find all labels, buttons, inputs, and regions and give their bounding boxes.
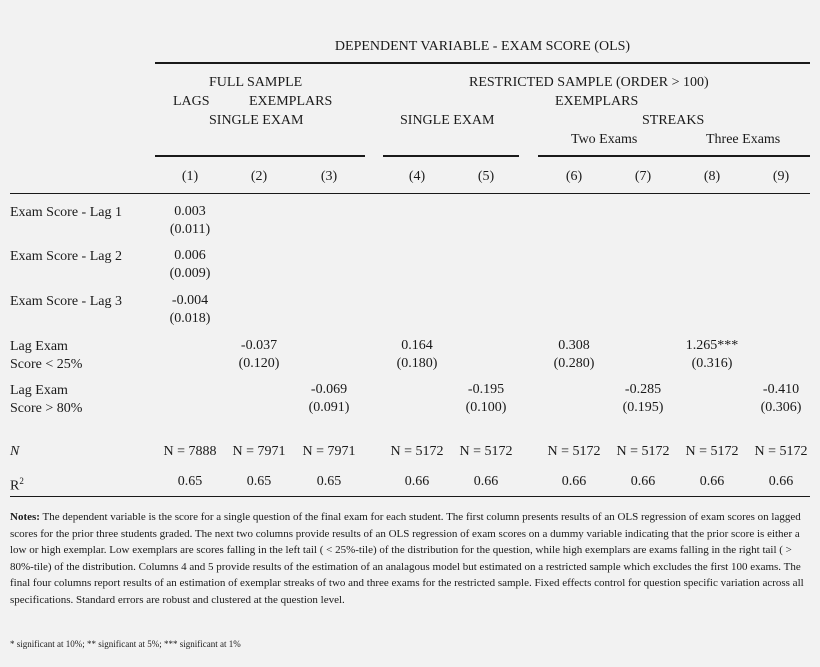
column-number: (9) bbox=[772, 169, 790, 184]
coefficient-value: 0.164 bbox=[401, 338, 433, 353]
n-value: N = 5172 bbox=[685, 444, 739, 459]
r-squared-value: 0.65 bbox=[177, 474, 203, 489]
n-value: N = 7971 bbox=[232, 444, 286, 459]
r-squared-letter: R bbox=[10, 478, 20, 494]
row-label: Exam Score - Lag 1 bbox=[10, 205, 122, 220]
full-sample-label: FULL SAMPLE bbox=[209, 75, 303, 90]
column-number: (2) bbox=[250, 169, 268, 184]
n-value: N = 5172 bbox=[547, 444, 601, 459]
r-squared-value: 0.66 bbox=[699, 474, 725, 489]
r-squared-label bbox=[10, 472, 24, 496]
lags-label: LAGS bbox=[173, 94, 210, 109]
streaks-label: STREAKS bbox=[642, 113, 705, 128]
significance-footnote: * significant at 10%; ** significant at 5%; *** significant at 1% bbox=[10, 639, 241, 649]
coefficient-value: -0.069 bbox=[310, 382, 348, 397]
single-exam-full-label: SINGLE EXAM bbox=[209, 113, 304, 128]
streaks-rule bbox=[538, 155, 810, 157]
notes-text: The dependent variable is the score for a single question of the final exam for each student. The first column presents results of an OLS regression of exam scores on lagged scores for the prior three students graded. The next two columns provide results of an OLS regression of exam scores on a dummy variable indicating that the prior score is either a low or high exemplar. Low exemplars are scores falling in the left tail ( < 25%-tile) of the distribution for the question, while high exemplars are exams falling in the right tail ( > 80%-tile) of the distribution. Columns 4 and 5 provide results of the estimation of an analagous model but estimated on a restricted sample which excludes the first 100 exams. The final four columns report results of an estimation of exemplar streaks of two and three exams for the restricted sample. Fixed effects control for question specific variation across all specifications. Standard errors are robust and clustered at the question level. bbox=[10, 511, 804, 606]
notes-paragraph bbox=[10, 509, 810, 609]
row-label: Score > 80% bbox=[10, 401, 83, 416]
coefficient-value: -0.285 bbox=[624, 382, 662, 397]
column-number: (7) bbox=[634, 169, 652, 184]
coefficient-value: 0.006 bbox=[174, 248, 206, 263]
restricted-sample-label: RESTRICTED SAMPLE (ORDER > 100) bbox=[469, 75, 709, 90]
single-exam-restricted-label: SINGLE EXAM bbox=[400, 113, 495, 128]
n-value: N = 7971 bbox=[302, 444, 356, 459]
standard-error-value: (0.091) bbox=[308, 400, 350, 415]
two-exams-label: Two Exams bbox=[571, 132, 638, 147]
full-sample-rule bbox=[155, 155, 365, 157]
standard-error-value: (0.120) bbox=[238, 356, 280, 371]
exemplars-restricted-label: EXEMPLARS bbox=[555, 94, 639, 109]
column-number: (4) bbox=[408, 169, 426, 184]
standard-error-value: (0.100) bbox=[465, 400, 507, 415]
standard-error-value: (0.018) bbox=[169, 311, 211, 326]
standard-error-value: (0.316) bbox=[691, 356, 733, 371]
single-exam-restricted-rule bbox=[383, 155, 519, 157]
r-squared-value: 0.66 bbox=[561, 474, 587, 489]
n-value: N = 5172 bbox=[459, 444, 513, 459]
row-label: Score < 25% bbox=[10, 357, 83, 372]
row-label: Exam Score - Lag 2 bbox=[10, 249, 122, 264]
row-label: Lag Exam bbox=[10, 339, 68, 354]
dependent-variable-title: DEPENDENT VARIABLE - EXAM SCORE (OLS) bbox=[334, 39, 631, 54]
r-squared-value: 0.65 bbox=[316, 474, 342, 489]
n-value: N = 5172 bbox=[754, 444, 808, 459]
standard-error-value: (0.011) bbox=[169, 222, 211, 237]
header-bottom-rule bbox=[10, 193, 810, 194]
coefficient-value: -0.037 bbox=[240, 338, 278, 353]
column-number: (3) bbox=[320, 169, 338, 184]
column-number: (8) bbox=[703, 169, 721, 184]
standard-error-value: (0.280) bbox=[553, 356, 595, 371]
r-squared-superscript: 2 bbox=[19, 476, 24, 486]
n-row-label: N bbox=[10, 444, 20, 459]
exemplars-full-label: EXEMPLARS bbox=[249, 94, 333, 109]
n-value: N = 7888 bbox=[163, 444, 217, 459]
coefficient-value: 0.003 bbox=[174, 204, 206, 219]
standard-error-value: (0.180) bbox=[396, 356, 438, 371]
column-number: (5) bbox=[477, 169, 495, 184]
r-squared-value: 0.66 bbox=[768, 474, 794, 489]
coefficient-value: -0.410 bbox=[762, 382, 800, 397]
coefficient-value: -0.004 bbox=[171, 293, 209, 308]
column-number: (1) bbox=[181, 169, 199, 184]
standard-error-value: (0.009) bbox=[169, 266, 211, 281]
r-squared-value: 0.66 bbox=[630, 474, 656, 489]
r-squared-value: 0.66 bbox=[404, 474, 430, 489]
coefficient-value: -0.195 bbox=[467, 382, 505, 397]
standard-error-value: (0.195) bbox=[622, 400, 664, 415]
top-rule bbox=[155, 62, 810, 64]
coefficient-value: 0.308 bbox=[558, 338, 590, 353]
three-exams-label: Three Exams bbox=[706, 132, 781, 147]
row-label: Exam Score - Lag 3 bbox=[10, 294, 122, 309]
r-squared-value: 0.65 bbox=[246, 474, 272, 489]
notes-heading: Notes: bbox=[10, 511, 40, 523]
coefficient-value: 1.265*** bbox=[685, 338, 739, 353]
table-bottom-rule bbox=[10, 496, 810, 497]
n-value: N = 5172 bbox=[390, 444, 444, 459]
r-squared-value: 0.66 bbox=[473, 474, 499, 489]
row-label: Lag Exam bbox=[10, 383, 68, 398]
column-number: (6) bbox=[565, 169, 583, 184]
standard-error-value: (0.306) bbox=[760, 400, 802, 415]
n-value: N = 5172 bbox=[616, 444, 670, 459]
